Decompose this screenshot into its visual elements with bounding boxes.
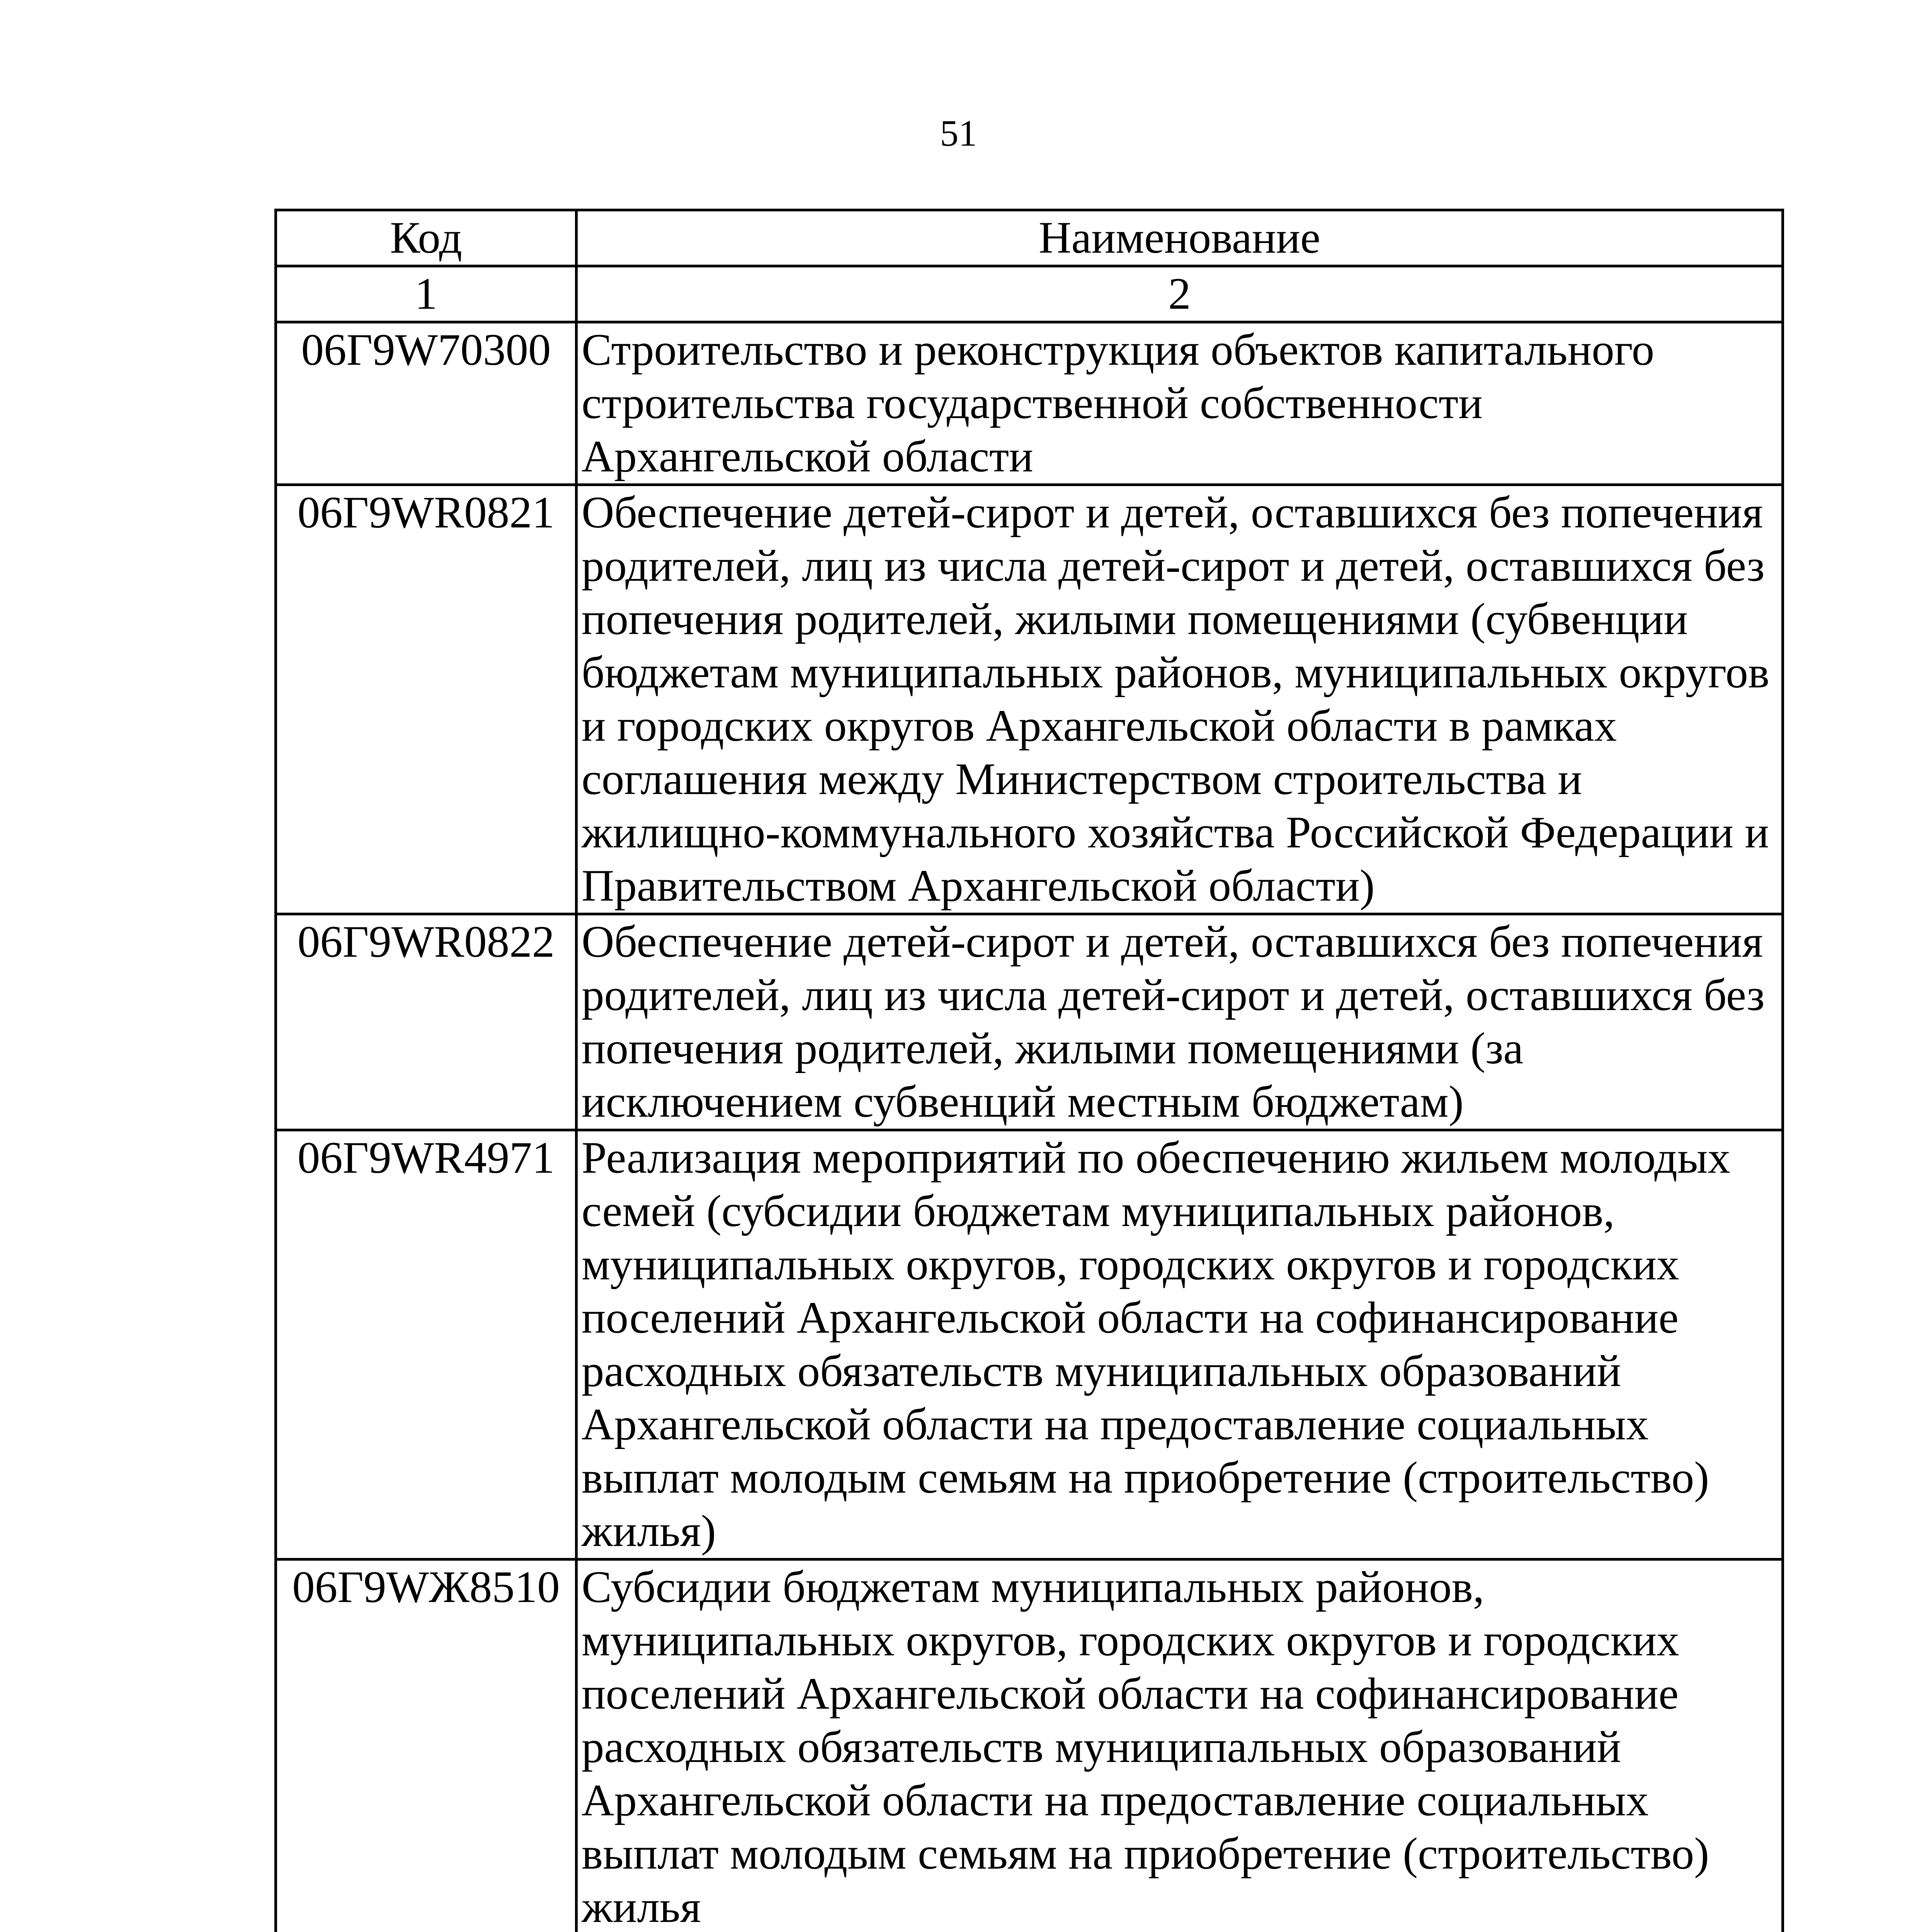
header-name: Наименование xyxy=(577,210,1783,266)
row-name-line: поселений Архангельской области на софинансирование xyxy=(582,1293,1679,1343)
row-name-line: выплат молодым семьям на приобретение (строительство) xyxy=(582,1453,1709,1503)
header-code: Код xyxy=(276,210,577,266)
table-body xyxy=(276,322,1783,1932)
column-number-2: 2 xyxy=(577,266,1783,322)
table-row xyxy=(276,485,1783,914)
row-name-line: попечения родителей, жилыми помещениями (субвенции xyxy=(582,594,1688,644)
row-name-line: выплат молодым семьям на приобретение (строительство) xyxy=(582,1829,1709,1879)
table-row xyxy=(276,1560,1783,1932)
row-name-line: строительства государственной собственности xyxy=(582,378,1483,428)
row-name-line: жилищно-коммунального хозяйства Российской Федерации и xyxy=(582,808,1769,857)
row-code: 06Г9W70300 xyxy=(276,322,577,485)
row-name-line: бюджетам муниципальных районов, муниципальных округов xyxy=(582,648,1770,697)
row-name-line: Строительство и реконструкция объектов капитального xyxy=(582,325,1655,375)
row-name-line: поселений Архангельской области на софинансирование xyxy=(582,1669,1679,1719)
row-name-line: соглашения между Министерством строительства и xyxy=(582,754,1582,804)
row-name-line: жилья xyxy=(582,1882,701,1932)
row-name-line: муниципальных округов, городских округов и городских xyxy=(582,1616,1679,1665)
page-number: 51 xyxy=(940,112,977,154)
row-name xyxy=(577,322,1783,485)
row-name xyxy=(577,914,1783,1130)
row-code: 06Г9WR0822 xyxy=(276,914,577,1130)
table-header xyxy=(276,210,1783,322)
row-name-line: попечения родителей, жилыми помещениями (за xyxy=(582,1024,1524,1073)
row-name-line: Правительством Архангельской области) xyxy=(582,861,1375,911)
row-name-line: родителей, лиц из числа детей-сирот и детей, оставшихся без xyxy=(582,970,1765,1020)
row-code: 06Г9WR0821 xyxy=(276,485,577,914)
row-name-line: расходных обязательств муниципальных образований xyxy=(582,1346,1621,1396)
row-name xyxy=(577,1130,1783,1560)
row-name-line: Обеспечение детей-сирот и детей, оставшихся без попечения xyxy=(582,488,1763,537)
column-number-1: 1 xyxy=(276,266,577,322)
row-name-line: семей (субсидии бюджетам муниципальных районов, xyxy=(582,1186,1615,1236)
row-name-line: родителей, лиц из числа детей-сирот и детей, оставшихся без xyxy=(582,541,1765,591)
row-name xyxy=(577,485,1783,914)
row-name-line: Субсидии бюджетам муниципальных районов, xyxy=(582,1562,1485,1612)
table-row xyxy=(276,1130,1783,1560)
row-code: 06Г9WЖ8510 xyxy=(276,1560,577,1932)
table-row xyxy=(276,322,1783,485)
row-name-line: и городских округов Архангельской области в рамках xyxy=(582,701,1617,751)
row-name-line: Обеспечение детей-сирот и детей, оставшихся без попечения xyxy=(582,917,1763,967)
row-name-line: исключением субвенций местным бюджетам) xyxy=(582,1077,1464,1127)
header-row xyxy=(276,210,1783,266)
row-name-line: Архангельской области xyxy=(582,432,1033,481)
row-name-line: Архангельской области на предоставление социальных xyxy=(582,1776,1649,1825)
row-name xyxy=(577,1560,1783,1932)
row-name-line: расходных обязательств муниципальных образований xyxy=(582,1722,1621,1772)
row-name-line: жилья) xyxy=(582,1506,716,1556)
row-name-line: муниципальных округов, городских округов и городских xyxy=(582,1240,1679,1289)
row-name-line: Реализация мероприятий по обеспечению жильем молодых xyxy=(582,1133,1730,1183)
row-code: 06Г9WR4971 xyxy=(276,1130,577,1560)
column-number-row xyxy=(276,266,1783,322)
table-row xyxy=(276,914,1783,1130)
row-name-line: Архангельской области на предоставление социальных xyxy=(582,1400,1649,1449)
budget-code-table xyxy=(274,209,1784,1932)
